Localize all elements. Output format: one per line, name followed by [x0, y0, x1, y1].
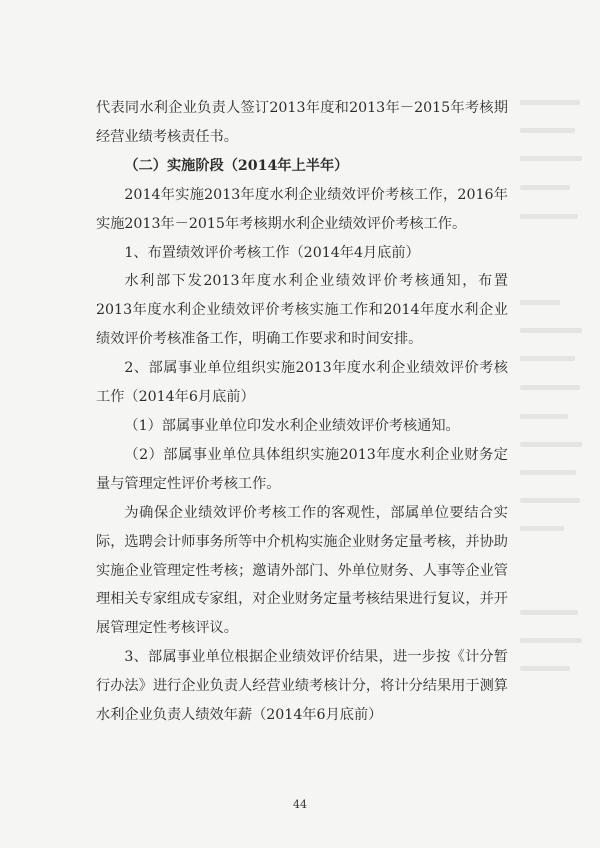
list-item: （2）部属事业单位具体组织实施2013年度水利企业财务定量与管理定性评价考核工作。 — [96, 446, 508, 492]
paragraph: 为确保企业绩效评价考核工作的客观性，部属单位要结合实际，选聘会计师事务所等中介机构实施企业财务定量考核，并协助实施企业管理定性考核；邀请外部门、外单位财务、人事等企业管理相关专家组成专家组，对企业财务定量考核结果进行复议，并开展管理定性考核评议。 — [96, 504, 508, 637]
subsection-heading: 1、布置绩效评价考核工作（2014年4月底前） — [124, 244, 420, 261]
subsection-heading: 3、部属事业单位根据企业绩效评价结果，进一步按《计分暂行办法》进行企业负责人经营业绩考核计分，将计分结果用于测算水利企业负责人绩效年薪（2014年6月底前） — [96, 649, 508, 724]
subsection-heading: 2、部属事业单位组织实施2013年度水利企业绩效评价考核工作（2014年6月底前） — [96, 360, 508, 406]
paragraph: 水利部下发2013年度水利企业绩效评价考核通知，布置2013年度水利企业绩效评价考核实施工作和2014年度水利企业绩效评价考核准备工作，明确工作要求和时间安排。 — [96, 273, 508, 348]
paragraph: 2014年实施2013年度水利企业绩效评价考核工作，2016年实施2013年－2015年考核期水利企业绩效评价考核工作。 — [96, 186, 508, 232]
body-text — [96, 94, 508, 730]
page-number: 44 — [293, 798, 307, 811]
section-heading: （二）实施阶段（2014年上半年） — [124, 157, 349, 174]
paragraph: 代表同水利企业负责人签订2013年度和2013年－2015年考核期经营业绩考核责任书。 — [96, 100, 508, 145]
list-item: （1）部属事业单位印发水利企业绩效评价考核通知。 — [124, 417, 460, 434]
show-through-text — [520, 90, 590, 690]
